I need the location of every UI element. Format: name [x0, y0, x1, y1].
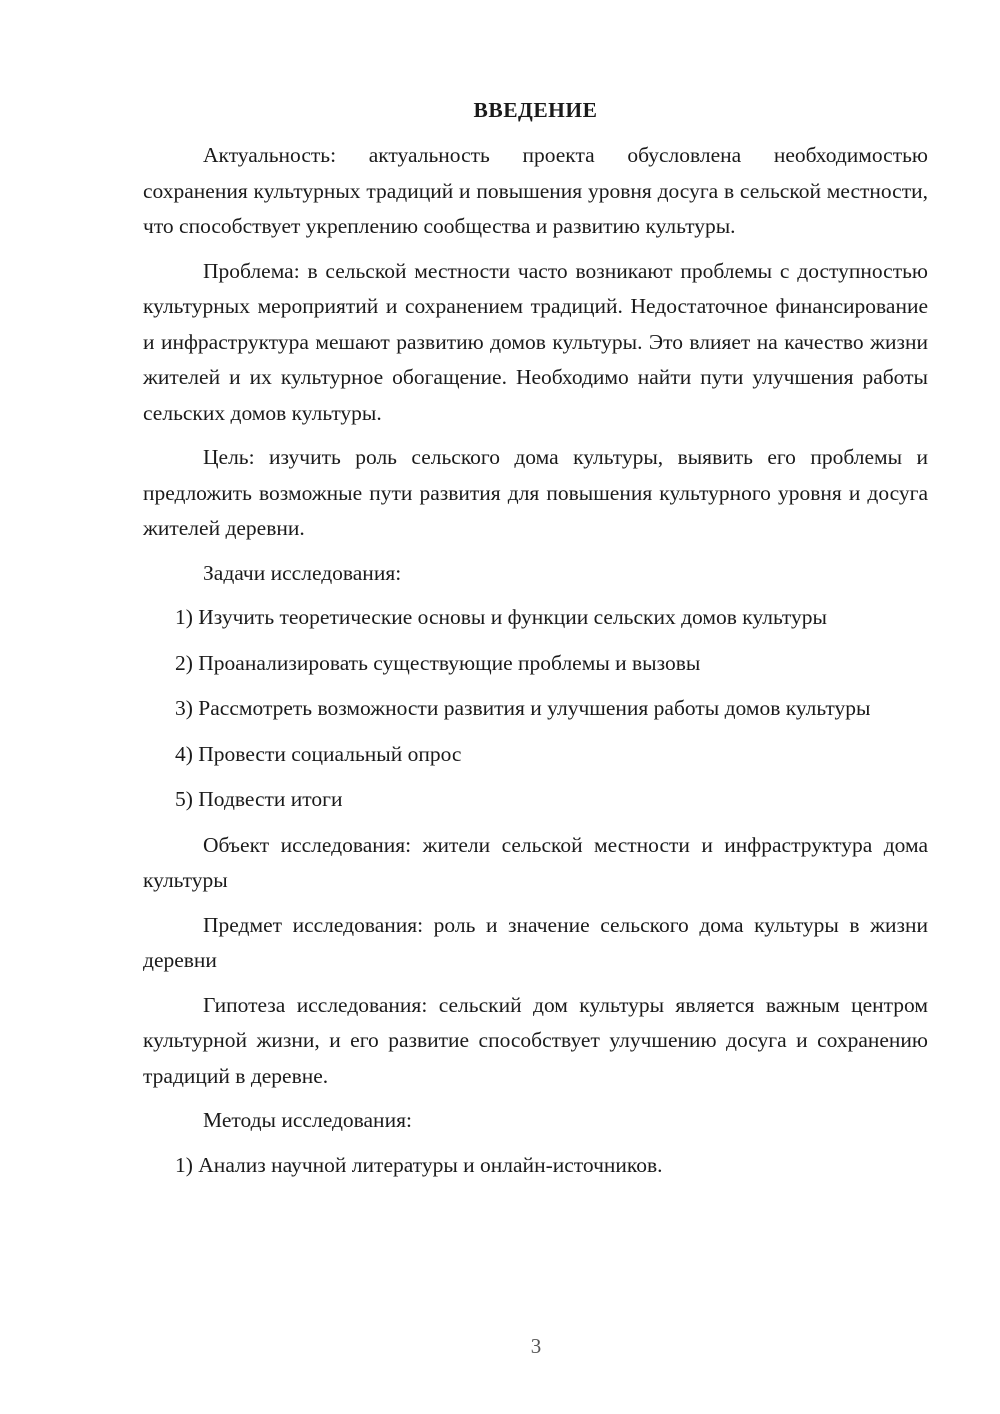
subject-paragraph: Предмет исследования: роль и значение сельского дома культуры в жизни деревни — [143, 912, 928, 972]
task-item-2: 2) Проанализировать существующие проблемы и вызовы — [175, 650, 701, 675]
section-title: ВВЕДЕНИЕ — [473, 98, 598, 122]
methods-heading: Методы исследования: — [203, 1108, 412, 1132]
document-page — [143, 96, 928, 1193]
tasks-heading: Задачи исследования: — [203, 560, 402, 585]
task-item-4: 4) Провести социальный опрос — [175, 741, 462, 766]
object-paragraph: Объект исследования: жители сельской местности и инфраструктура дома культуры — [143, 832, 928, 892]
task-item-5: 5) Подвести итоги — [175, 787, 343, 811]
method-item-1: 1) Анализ научной литературы и онлайн-источников. — [175, 1152, 663, 1177]
problem-paragraph: Проблема: в сельской местности часто возникают проблемы с доступностью культурных мероприятий и сохранением традиций. Недостаточное финансирование и инфраструктура мешают развитию домов культуры. Это влияет на качество жизни жителей и их культурное обогащение. Необходимо найти пути улучшения работы сельских домов культуры. — [143, 258, 928, 425]
page-number: 3 — [530, 1334, 542, 1358]
task-item-1: 1) Изучить теоретические основы и функции сельских домов культуры — [175, 605, 827, 629]
task-item-3: 3) Рассмотреть возможности развития и улучшения работы домов культуры — [175, 696, 871, 720]
goal-paragraph: Цель: изучить роль сельского дома культуры, выявить его проблемы и предложить возможные пути развития для повышения культурного уровня и досуга жителей деревни. — [143, 445, 928, 540]
hypothesis-paragraph: Гипотеза исследования: сельский дом культуры является важным центром культурной жизни, и его развитие способствует улучшению досуга и сохранению традиций в деревне. — [143, 992, 928, 1088]
relevance-paragraph: Актуальность: актуальность проекта обусловлена необходимостью сохранения культурных традиций и повышения уровня досуга в сельской местности, что способствует укреплению сообщества и развитию культуры. — [143, 143, 928, 238]
